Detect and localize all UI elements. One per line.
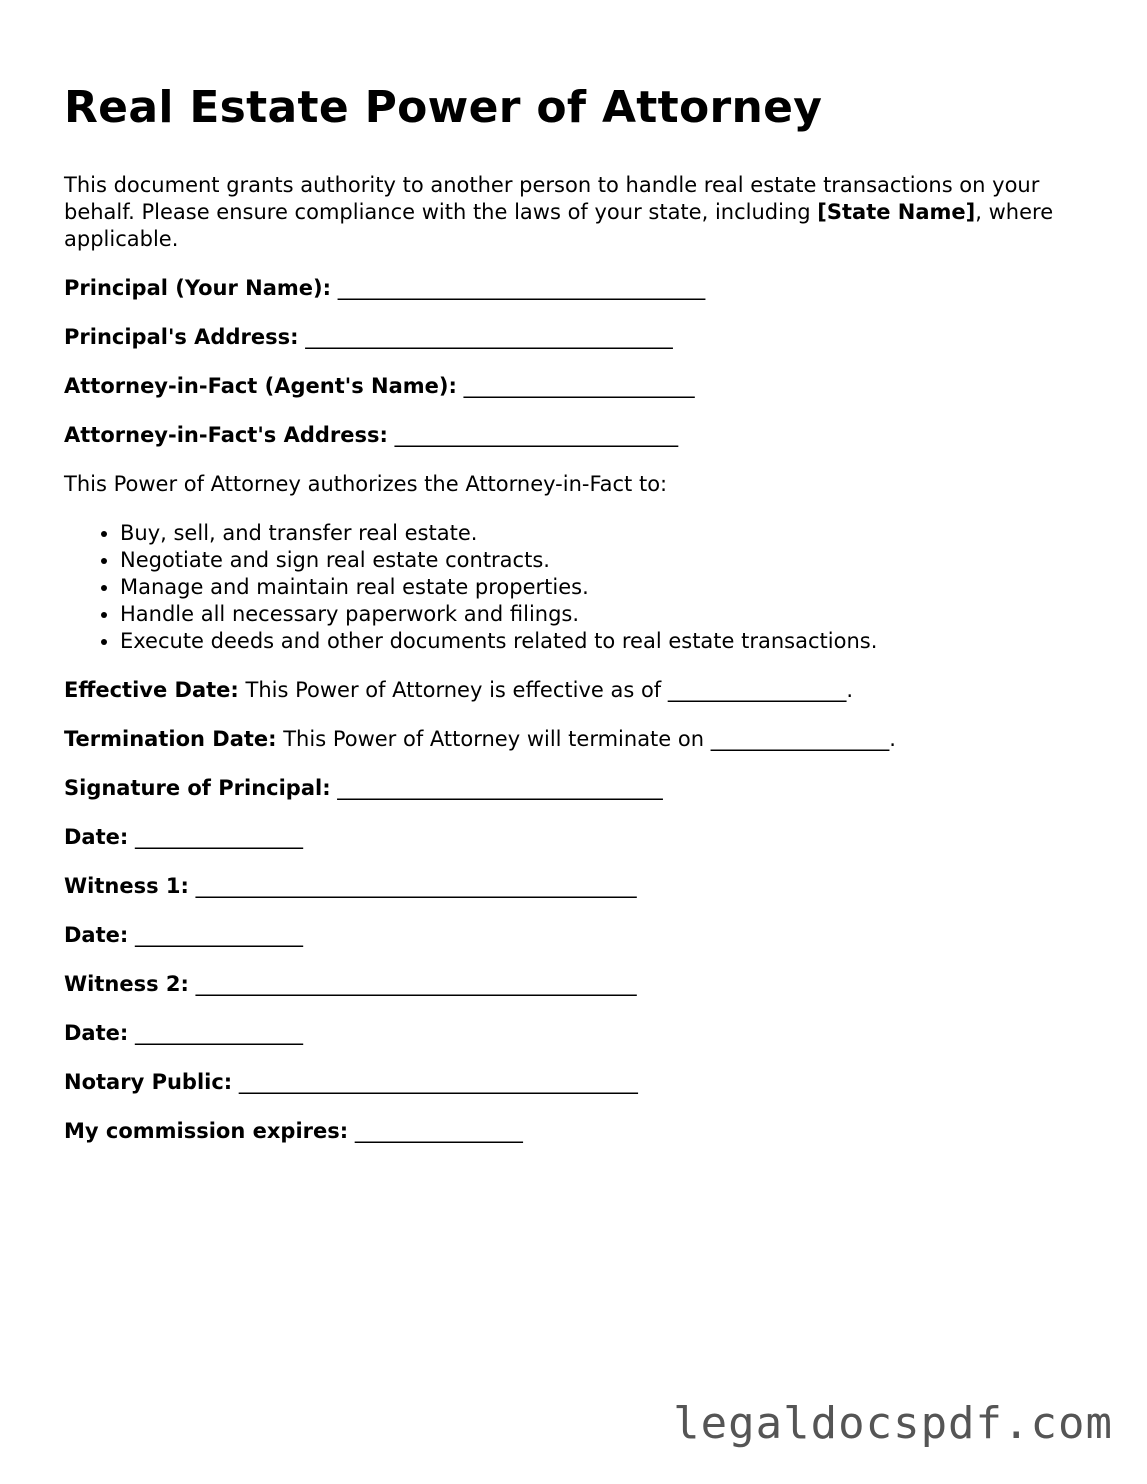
agent-address-label: Attorney-in-Fact's Address: <box>64 423 388 447</box>
power-item: • Negotiate and sign real estate contracts. <box>120 547 1064 574</box>
principal-address-blank[interactable]: ___________________________________ <box>305 325 673 349</box>
commission-expires-blank[interactable]: ________________ <box>354 1119 523 1143</box>
witness-2-date-blank[interactable]: ________________ <box>134 1021 303 1045</box>
authorization-intro: This Power of Attorney authorizes the Attorney-in-Fact to: <box>64 472 668 496</box>
principal-date-field <box>64 824 1064 851</box>
witness-1-label: Witness 1: <box>64 874 189 898</box>
effective-date-field <box>64 677 1064 704</box>
intro-text-part2: , where applicable. <box>64 200 1054 251</box>
document-page <box>64 78 1064 1167</box>
effective-date-blank[interactable]: _________________ <box>667 678 847 702</box>
effective-date-text: This Power of Attorney is effective as of <box>245 678 662 702</box>
witness-1-date-blank[interactable]: ________________ <box>134 923 303 947</box>
termination-date-period: . <box>889 727 896 751</box>
witness-2-date-label: Date: <box>64 1021 129 1045</box>
termination-date-label: Termination Date: <box>64 727 277 751</box>
document-title: Real Estate Power of Attorney <box>64 82 823 133</box>
principal-date-label: Date: <box>64 825 129 849</box>
witness-2-field <box>64 971 1064 998</box>
commission-expires-label: My commission expires: <box>64 1119 349 1143</box>
termination-date-text: This Power of Attorney will terminate on <box>283 727 705 751</box>
effective-date-label: Effective Date: <box>64 678 239 702</box>
notary-public-label: Notary Public: <box>64 1070 233 1094</box>
principal-signature-label: Signature of Principal: <box>64 776 331 800</box>
notary-public-field <box>64 1069 1064 1096</box>
commission-expires-field <box>64 1118 1064 1145</box>
power-item: • Handle all necessary paperwork and filings. <box>120 601 1064 628</box>
principal-signature-blank[interactable]: _______________________________ <box>337 776 663 800</box>
principal-address-label: Principal's Address: <box>64 325 299 349</box>
witness-1-date-field <box>64 922 1064 949</box>
intro-paragraph <box>64 172 1064 253</box>
witness-1-date-label: Date: <box>64 923 129 947</box>
termination-date-blank[interactable]: _________________ <box>710 727 890 751</box>
principal-name-field <box>64 275 1064 302</box>
principal-date-blank[interactable]: ________________ <box>134 825 303 849</box>
agent-address-field <box>64 422 1064 449</box>
effective-date-period: . <box>846 678 854 702</box>
principal-name-label: Principal (Your Name): <box>64 276 332 300</box>
power-item: • Manage and maintain real estate properties. <box>120 574 1064 601</box>
power-item: • Buy, sell, and transfer real estate. <box>120 520 1064 547</box>
power-item: • Execute deeds and other documents related to real estate transactions. <box>120 628 1064 655</box>
principal-signature-field <box>64 775 1064 802</box>
state-name-placeholder: [State Name] <box>817 200 976 224</box>
watermark: legaldocspdf.com <box>673 1398 1113 1449</box>
witness-1-field <box>64 873 1064 900</box>
principal-name-blank[interactable]: ___________________________________ <box>337 276 706 300</box>
witness-2-date-field <box>64 1020 1064 1047</box>
intro-text-part1: This document grants authority to another person to handle real estate transactions on your behalf. Please ensure compliance with the laws of your state, including <box>64 173 1040 224</box>
powers-list <box>64 520 1064 655</box>
agent-name-field <box>64 373 1064 400</box>
witness-2-label: Witness 2: <box>64 972 189 996</box>
notary-public-blank[interactable]: ______________________________________ <box>238 1070 638 1094</box>
termination-date-field <box>64 726 1064 753</box>
agent-name-blank[interactable]: ______________________ <box>463 374 695 398</box>
agent-name-label: Attorney-in-Fact (Agent's Name): <box>64 374 457 398</box>
agent-address-blank[interactable]: ___________________________ <box>394 423 679 447</box>
witness-1-blank[interactable]: __________________________________________ <box>195 874 637 898</box>
principal-address-field <box>64 324 1064 351</box>
witness-2-blank[interactable]: __________________________________________ <box>195 972 637 996</box>
